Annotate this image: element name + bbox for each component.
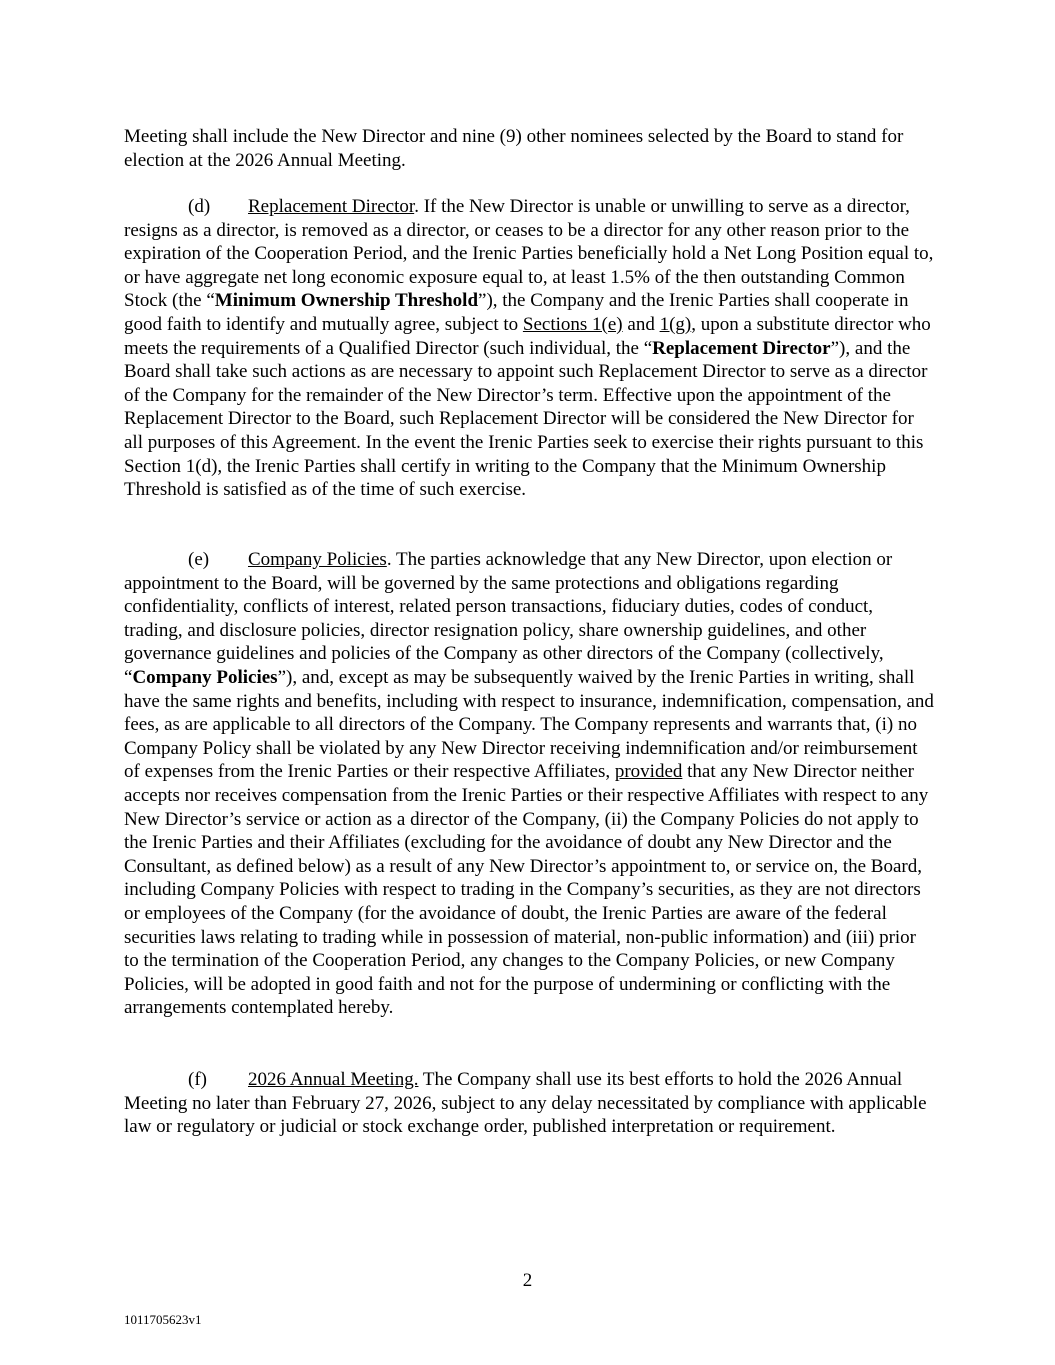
paragraph-text: . If the New Director is unable or unwilling to serve as a director, resigns as a director, is removed as a director, or ceases to be a director for any other reason prior to the expiration of the Cooperation Period, and the Irenic Parties beneficially hold a Net Long Position equal to, or have aggregate net long economic exposure equal to, at least 1.5% of the then outstanding Common Stock (the “ — [124, 196, 934, 312]
paragraph-continuation — [124, 125, 934, 172]
paragraph-e-company-policies — [124, 548, 934, 1020]
section-reference: Sections 1(e) — [522, 313, 623, 335]
paragraph-text: ”), and the Board shall take such actions as are necessary to appoint such Replacement Director to serve as a director of the Company for the remainder of the New Director’s term. Effective upon the appointment of the Replacement Director to the Board, such Replacement Director will be considered the New Director for all purposes of this Agreement. In the event the Irenic Parties seek to exercise their rights pursuant to this Section 1(d), the Irenic Parties shall certify in writing to the Company that the Minimum Ownership Threshold is satisfied as of the time of such exercise. — [124, 337, 928, 501]
paragraph-text: and — [622, 313, 660, 335]
page-number: 2 — [522, 1270, 533, 1291]
section-heading: 2026 Annual Meeting. — [248, 1069, 419, 1090]
paragraph-d-replacement-director — [124, 195, 934, 502]
section-label: (e) — [188, 549, 210, 570]
paragraph-text: ”), and, except as may be subsequently waived by the Irenic Parties in writing, shall have the same rights and benefits, including with respect to insurance, indemnification, compensation, and fees, as are applicable to all directors of the Company. The Company represents and warrants that, (i) no Company Policy shall be violated by any New Director receiving indemnification and/or reimbursement of expenses from the Irenic Parties or their respective Affiliates, — [124, 666, 934, 783]
section-reference: 1(g) — [659, 313, 692, 335]
paragraph-text: Meeting shall include the New Director and nine (9) other nominees selected by the Board to stand for election at the 2026 Annual Meeting. — [124, 126, 904, 171]
section-label: (f) — [188, 1069, 207, 1090]
paragraph-text: , upon a substitute director who meets the requirements of a Qualified Director (such individual, the “ — [124, 313, 931, 359]
defined-term: Replacement Director — [652, 337, 831, 359]
defined-term: Minimum Ownership Threshold — [214, 290, 479, 312]
paragraph-text: that any New Director neither accepts nor receives compensation from the Irenic Parties or their respective Affiliates with respect to any New Director’s service or action as a director of the Company, (ii) the Company Policies do not apply to the Irenic Parties and their Affiliates (excluding for the avoidance of doubt any New Director and the Consultant, as defined below) as a result of any New Director’s appointment to, or service on, the Board, including Company Policies with respect to trading in the Company’s securities, as they are not directors or employees of the Company (for the avoidance of doubt, the Irenic Parties are aware of the federal securities laws relating to trading while in possession of material, non-public information) and (iii) prior to the termination of the Cooperation Period, any changes to the Company Policies, or new Company Policies, will be adopted in good faith and not for the purpose of undermining or conflicting with the arrangements contemplated hereby. — [124, 761, 929, 1019]
paragraph-text: The Company shall use its best efforts to hold the 2026 Annual Meeting no later than February 27, 2026, subject to any delay necessitated by compliance with applicable law or regulatory or judicial or stock exchange order, published interpretation or requirement. — [124, 1069, 927, 1138]
defined-term: Company Policies — [132, 666, 278, 688]
section-heading: Company Policies — [248, 549, 387, 570]
section-heading: Replacement Director — [248, 196, 415, 217]
document-id: 1011705623v1 — [124, 1312, 202, 1327]
section-label: (d) — [188, 196, 211, 217]
paragraph-text: . The parties acknowledge that any New Director, upon election or appointment to the Board, will be governed by the same protections and obligations regarding confidentiality, conflicts of interest, related person transactions, fiduciary duties, codes of conduct, trading, and disclosure policies, director resignation policy, share ownership guidelines, and other governance guidelines and policies of the Company as other directors of the Company (collectively, “ — [124, 549, 893, 688]
paragraph-f-annual-meeting — [124, 1068, 934, 1139]
underlined-term: provided — [614, 761, 683, 783]
paragraph-text: ”), the Company and the Irenic Parties shall cooperate in good faith to identify and mutually agree, subject to — [124, 290, 909, 335]
